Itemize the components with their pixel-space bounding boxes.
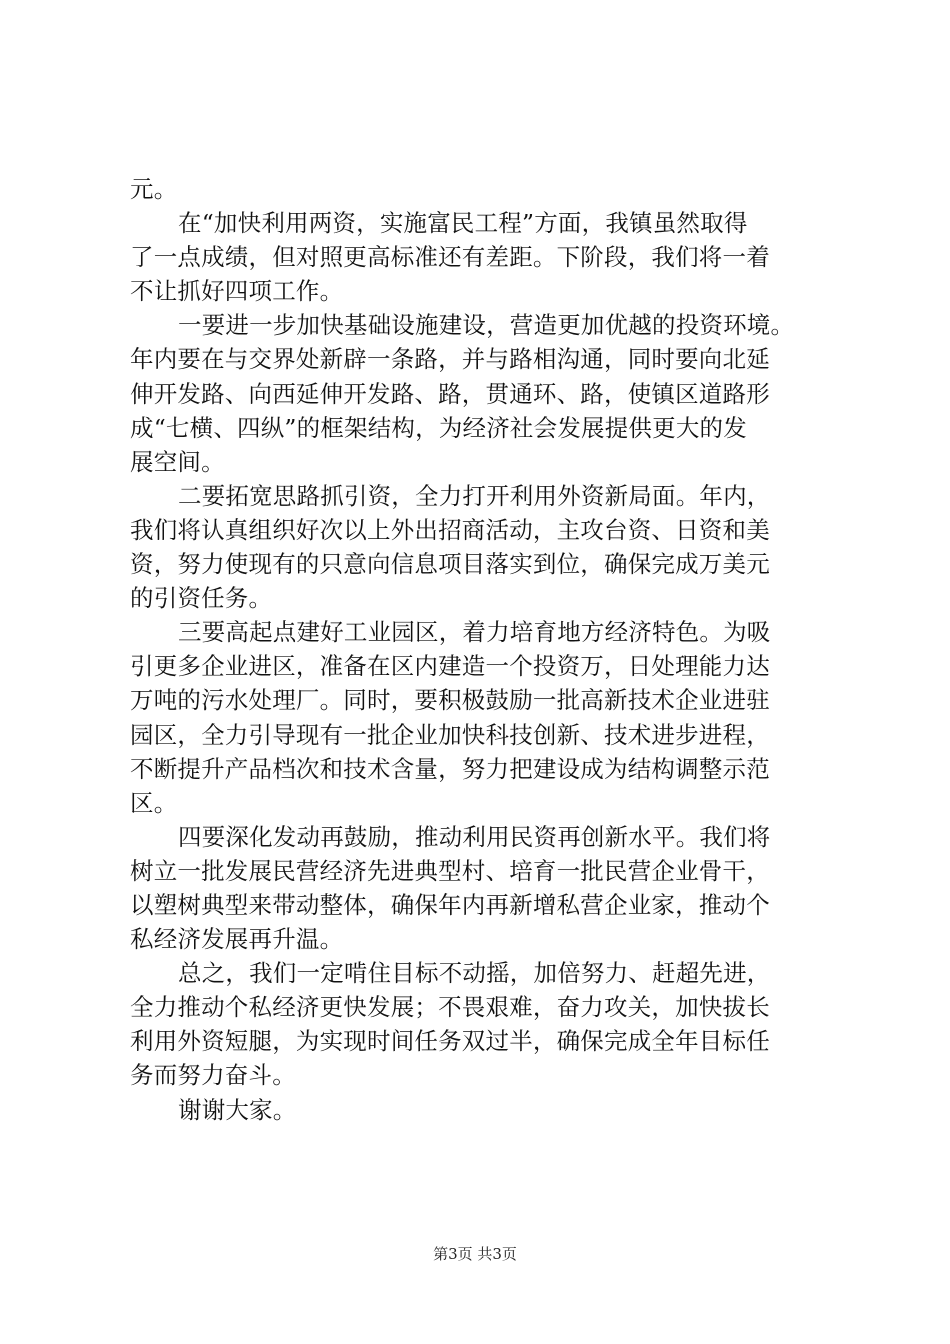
text-line: 成“七横、四纵”的框架结构，为经济社会发展提供更大的发 <box>130 413 747 442</box>
text-line: 务而努力奋斗。 <box>130 1061 296 1090</box>
text-line: 展空间。 <box>130 447 225 476</box>
text-line: 全力推动个私经济更快发展；不畏艰难，奋力攻关，加快拔长 <box>130 993 770 1022</box>
text-line: 我们将认真组织好次以上外出招商活动，主攻台资、日资和美 <box>130 515 770 544</box>
paragraph-first-line: 四要深化发动再鼓励，推动利用民资再创新水平。我们将 <box>178 822 771 851</box>
document-body <box>130 172 845 1127</box>
text-line: 万吨的污水处理厂。同时，要积极鼓励一批高新技术企业进驻 <box>130 686 770 715</box>
text-line: 引更多企业进区，准备在区内建造一个投资万，日处理能力达 <box>130 652 770 681</box>
text-line: 的引资任务。 <box>130 584 273 613</box>
paragraph-first-line: 三要高起点建好工业园区，着力培育地方经济特色。为吸 <box>178 618 771 647</box>
paragraph-first-line: 总之，我们一定啃住目标不动摇，加倍努力、赶超先进， <box>178 959 771 988</box>
text-line: 了一点成绩，但对照更高标准还有差距。下阶段，我们将一着 <box>130 243 770 272</box>
text-line: 不让抓好四项工作。 <box>130 277 344 306</box>
text-line: 不断提升产品档次和技术含量，努力把建设成为结构调整示范 <box>130 754 770 783</box>
text-line: 以塑树典型来带动整体，确保年内再新增私营企业家，推动个 <box>130 890 770 919</box>
text-line: 利用外资短腿，为实现时间任务双过半，确保完成全年目标任 <box>130 1027 770 1056</box>
paragraph-first-line: 二要拓宽思路抓引资，全力打开利用外资新局面。年内， <box>178 481 771 510</box>
paragraph-first-line: 一要进一步加快基础设施建设，营造更加优越的投资环境。 <box>178 311 795 340</box>
text-line: 树立一批发展民营经济先进典型村、培育一批民营企业骨干， <box>130 856 770 885</box>
text-line: 元。 <box>130 175 178 203</box>
text-line: 区。 <box>130 788 178 817</box>
paragraph-first-line: 在“加快利用两资，实施富民工程”方面，我镇虽然取得 <box>178 209 748 238</box>
text-line: 伸开发路、向西延伸开发路、路，贯通环、路，使镇区道路形 <box>130 379 770 408</box>
page-number-footer: 第3页 共3页 <box>433 1245 517 1263</box>
text-line: 私经济发展再升温。 <box>130 925 344 954</box>
text-line: 资，努力使现有的只意向信息项目落实到位，确保完成万美元 <box>130 550 770 579</box>
paragraph-first-line: 谢谢大家。 <box>178 1095 297 1124</box>
text-line: 园区，全力引导现有一批企业加快科技创新、技术进步进程， <box>130 720 770 749</box>
text-line: 年内要在与交界处新辟一条路，并与路相沟通，同时要向北延 <box>130 345 770 374</box>
